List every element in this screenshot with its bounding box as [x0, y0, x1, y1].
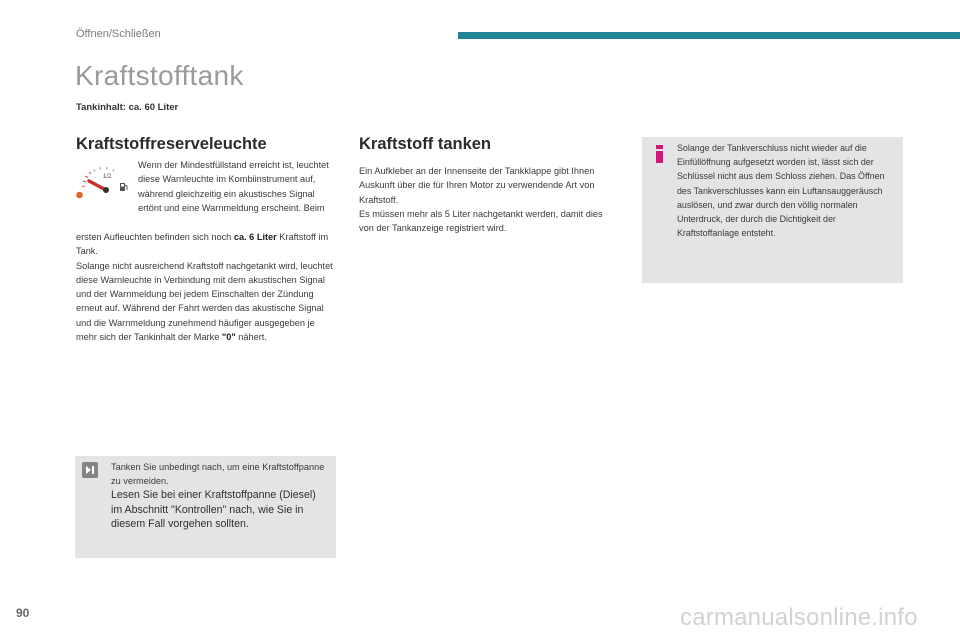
page-number: 90: [16, 606, 30, 620]
reserve-body-2: Solange nicht ausreichend Kraftstoff nachgetankt wird, leuchtet diese Warnleuchte in Verbindung mit dem akustischen Signal und der Warnmeldung bei jedem Einschalten der Zündung erneut auf. Während der Fahrt werden das akustische Signal und die Warnmeldung zunehmend häufiger ausgegeben je mehr sich der Tankinhalt der Marke: [76, 260, 333, 343]
watermark: carmanualsonline.info: [680, 604, 918, 631]
skip-arrow-icon: [82, 462, 98, 478]
section-label: Öffnen/Schließen: [76, 28, 161, 40]
reserve-amount: ca. 6 Liter: [233, 232, 277, 242]
reserve-body-end: Kraftstoff im Tank.: [76, 232, 329, 257]
note-text-primary: Tanken Sie unbedingt nach, um eine Kraftstoffpanne zu vermeiden.: [111, 462, 325, 487]
reserve-body-2-end: nähert.: [235, 332, 267, 343]
refuel-body: [359, 164, 619, 235]
fuel-pump-icon: [120, 183, 127, 191]
reserve-intro-text: Wenn der Mindestfüllstand erreicht ist, leuchtet diese Warnleuchte im Kombiinstrument auf, während gleichzeitig ein akustisches Signal ertönt und eine Warnmeldung erscheint. Beim: [138, 160, 329, 213]
fuel-gauge-icon: [76, 160, 132, 206]
note-text-secondary: Lesen Sie bei einer Kraftstoffpanne (Diesel) im Abschnitt "Kontrollen" nach, wie Sie in diesem Fall vorgehen sollten.: [111, 489, 316, 530]
reserve-body-start: ersten Aufleuchten befinden sich noch: [76, 232, 234, 242]
reserve-heading: Kraftstoffreserveleuchte: [76, 135, 267, 153]
tank-capacity: Tankinhalt: ca. 60 Liter: [76, 102, 179, 113]
info-text: Solange der Tankverschluss nicht wieder auf die Einfüllöffnung aufgesetzt worden ist, lässt sich der Schlüssel nicht aus dem Schloss ziehen. Das Öffnen des Tankverschlusses kann ein Luftansauggeräusch auslösen, und zwar durch den völlig normalen Unterdruck, der durch die Dichtigkeit der Kraftstoffanlage entsteht.: [677, 143, 885, 239]
reserve-zero-mark: "0": [221, 332, 236, 343]
refuel-paragraph-1: Ein Aufkleber an der Innenseite der Tankklappe gibt Ihnen Auskunft über die für Ihren Motor zu verwendende Art von Kraftstoff.: [359, 166, 595, 205]
refuel-heading: Kraftstoff tanken: [359, 135, 492, 153]
reserve-body-text: [76, 230, 338, 344]
info-icon: [655, 145, 664, 163]
refuel-paragraph-2: Es müssen mehr als 5 Liter nachgetankt werden, damit dies von der Tankanzeige registriert wird.: [359, 208, 603, 234]
gauge-label: 1/2: [103, 174, 112, 180]
page-title: Kraftstofftank: [75, 60, 244, 91]
header-accent-bar: [458, 32, 960, 39]
